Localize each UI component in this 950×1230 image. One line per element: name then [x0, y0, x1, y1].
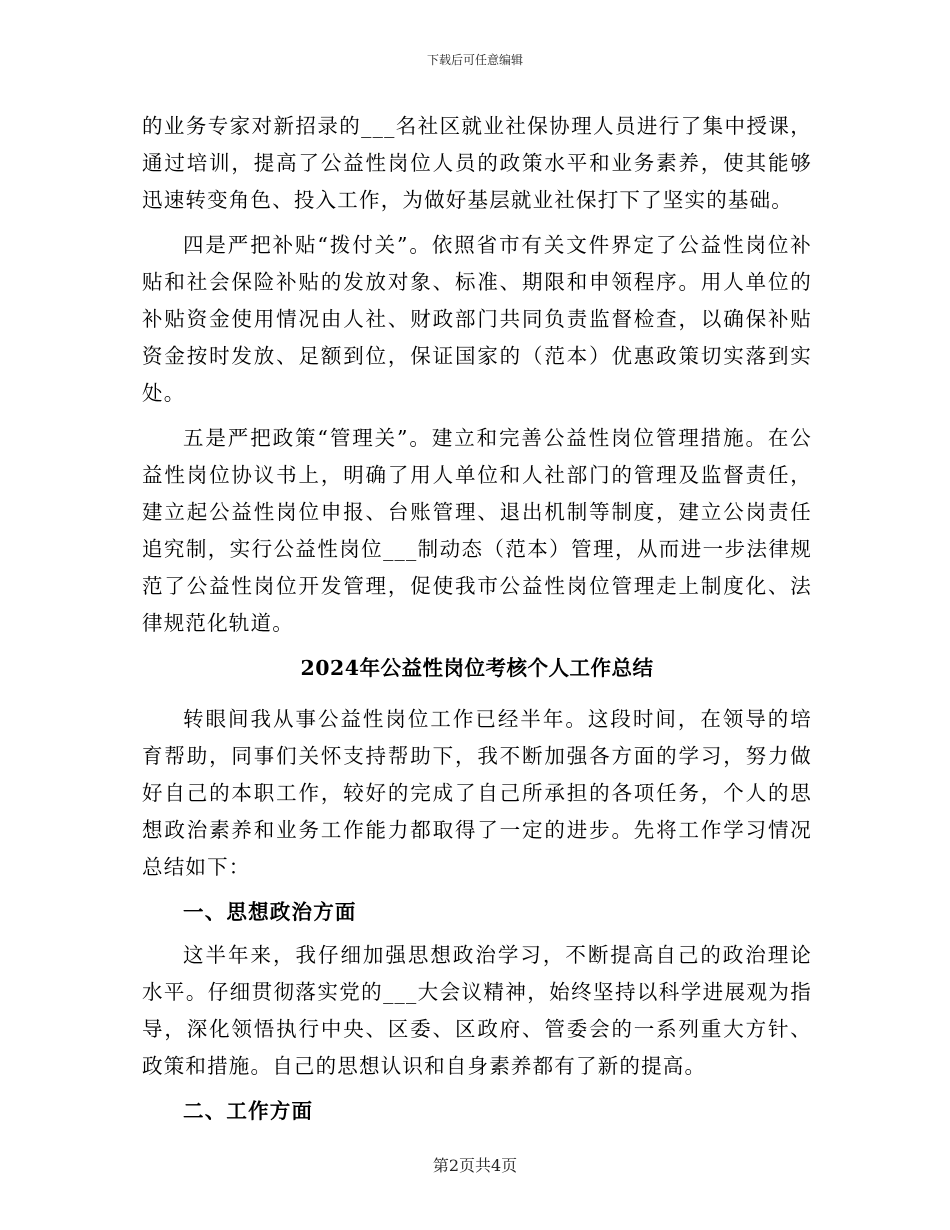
paragraph-political: 这半年来，我仔细加强思想政治学习，不断提高自己的政治理论水平。仔细贯彻落实党的___大会议精神，始终坚持以科学进展观为指导，深化领悟执行中央、区委、区政府、管委会的一系列重大方针、政策和措施。自己的思想认识和自身素养都有了新的提高。: [142, 943, 812, 1078]
heading-work: 二、工作方面: [183, 1099, 314, 1123]
section-title: 2024年公益性岗位考核个人工作总结: [300, 656, 654, 680]
paragraph-training: 的业务专家对新招录的___名社区就业社保协理人员进行了集中授课，通过培训，提高了公益性岗位人员的政策水平和业务素养，使其能够迅速转变角色、投入工作，为做好基层就业社保打下了坚实的基础。: [142, 114, 812, 212]
heading-political: 一、思想政治方面: [183, 900, 357, 924]
paragraph-policy: 五是严把政策“管理关”。建立和完善公益性岗位管理措施。在公益性岗位协议书上，明确了用人单位和人社部门的管理及监督责任，建立起公益性岗位申报、台账管理、退出机制等制度，建立公岗责任追究制，实行公益性岗位___制动态（范本）管理，从而进一步法律规范了公益性岗位开发管理，促使我市公益性岗位管理走上制度化、法律规范化轨道。: [142, 426, 812, 635]
page-header-note: 下载后可任意编辑: [426, 53, 523, 67]
page-number: 第2页共4页: [432, 1156, 518, 1175]
paragraph-intro: 转眼间我从事公益性岗位工作已经半年。这段时间，在领导的培育帮助，同事们关怀支持帮助下，我不断加强各方面的学习，努力做好自己的本职工作，较好的完成了自己所承担的各项任务，个人的思想政治素养和业务工作能力都取得了一定的进步。先将工作学习情况总结如下：: [142, 707, 812, 879]
document-body: [142, 108, 812, 1136]
paragraph-subsidy: 四是严把补贴“拨付关”。依照省市有关文件界定了公益性岗位补贴和社会保险补贴的发放对象、标准、期限和申领程序。用人单位的补贴资金使用情况由人社、财政部门共同负责监督检查，以确保补贴资金按时发放、足额到位，保证国家的（范本）优惠政策切实落到实处。: [142, 233, 812, 405]
